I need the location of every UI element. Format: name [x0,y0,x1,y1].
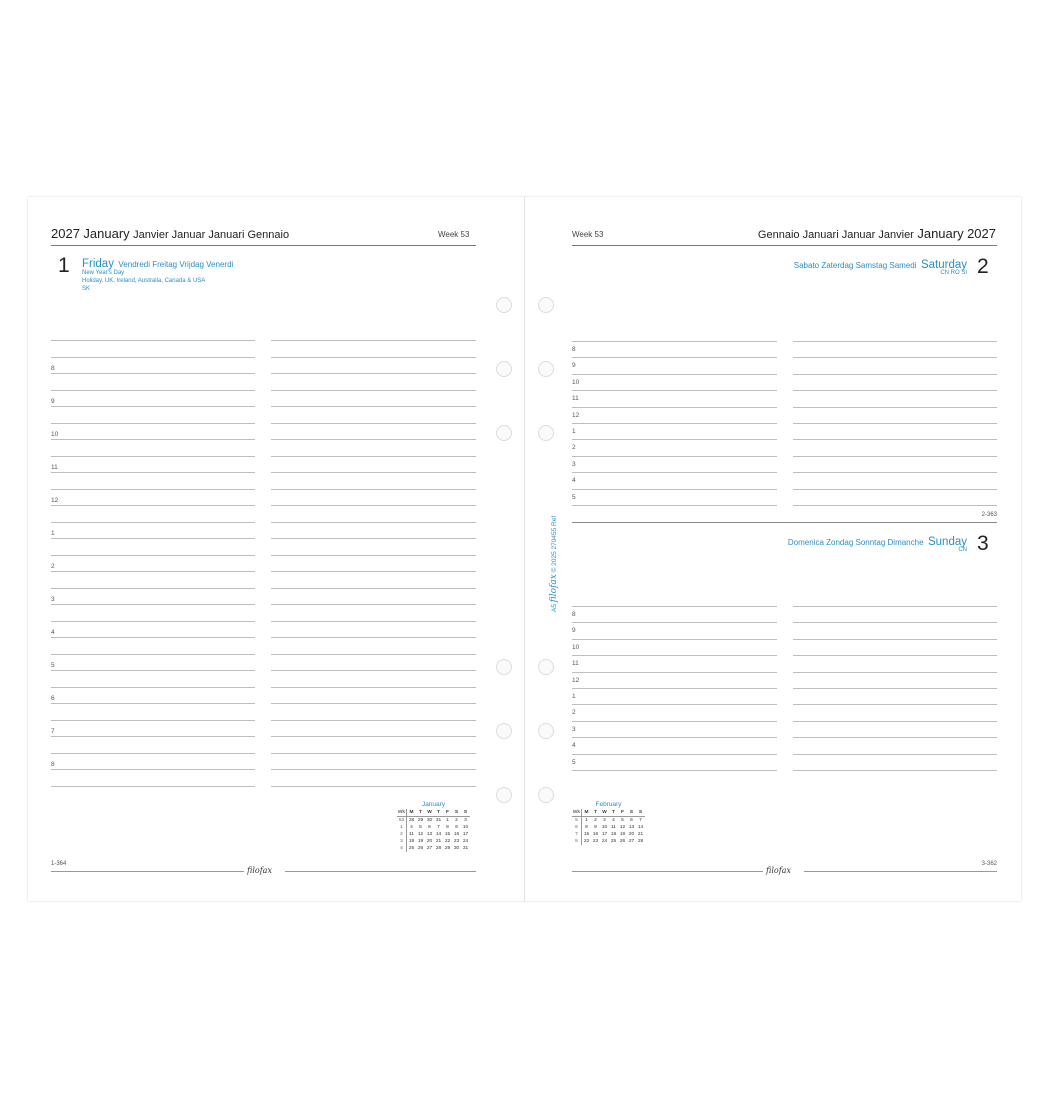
calendar-day: 6 [428,825,431,830]
hour-label: 6 [51,695,55,702]
weekday-header: S [452,809,461,817]
calendar-day: 16 [592,832,599,837]
calendar-day: 19 [619,832,626,837]
hour-label: 10 [572,379,580,386]
ruled-line [572,639,777,640]
ruled-line [793,423,997,424]
ruled-line [271,406,476,407]
left-day-number: 1 [58,254,70,277]
calendar-day: 17 [601,832,608,837]
left-holiday-info [82,269,205,293]
right-header-langs: Gennaio Januari Januar Janvier [757,229,914,241]
calendar-day: 25 [610,839,617,844]
ruled-line [51,588,255,589]
calendar-day: 22 [583,839,590,844]
mini-calendar-week-row [397,831,470,838]
hour-label: 2 [572,709,576,716]
calendar-day: 1 [585,818,588,823]
calendar-day: 8 [446,825,449,830]
ruled-line [271,637,476,638]
week-number: 8 [572,838,582,845]
hour-label: 4 [572,742,576,749]
ruled-line [572,655,777,656]
ruled-line [51,357,255,358]
ruled-line [793,770,997,771]
calendar-day: 28 [637,839,644,844]
calendar-day: 22 [444,839,451,844]
ruled-line [271,621,476,622]
calendar-day: 14 [637,825,644,830]
ruled-line [51,769,255,770]
ruled-line [572,374,777,375]
ruled-line [572,407,777,408]
ruled-line [793,606,997,607]
calendar-day: 18 [610,832,617,837]
calendar-day: 25 [408,846,415,851]
saturday-page-ref: 2-363 [981,512,997,518]
ruled-line [793,390,997,391]
ruled-line [793,704,997,705]
ruled-line [572,737,777,738]
ruled-line [271,538,476,539]
spine-brand: filofax [549,574,559,603]
calendar-day: 5 [621,818,624,823]
calendar-day: 26 [619,839,626,844]
mini-calendar-title: February [595,801,622,808]
ruled-line [51,637,255,638]
left-day-name: Friday [82,258,114,270]
binder-hole [538,787,554,803]
weekday-header: T [416,809,425,817]
ruled-line [793,622,997,623]
calendar-day: 27 [426,846,433,851]
calendar-day: 28 [408,818,415,823]
weekday-header: S [636,809,645,817]
calendar-day: 24 [462,839,469,844]
ruled-line [572,606,777,607]
ruled-line [271,703,476,704]
ruled-line [51,654,255,655]
center-fold [524,197,525,901]
calendar-day: 28 [435,846,442,851]
ruled-line [51,720,255,721]
hour-label: 5 [572,494,576,501]
ruled-line [572,423,777,424]
left-header-month: January [83,226,130,241]
hour-label: 11 [572,660,579,667]
ruled-line [51,670,255,671]
right-week-label: Week 53 [572,230,604,239]
ruled-line [51,522,255,523]
ruled-line [51,604,255,605]
ruled-line [51,472,255,473]
calendar-day: 30 [426,818,433,823]
sunday-codes: CN [958,547,967,553]
calendar-day: 7 [437,825,440,830]
ruled-line [271,357,476,358]
mini-calendar-week-row [397,824,470,831]
calendar-day: 12 [619,825,626,830]
hour-label: 4 [51,629,55,636]
ruled-line [271,555,476,556]
ruled-line [793,407,997,408]
weekday-header: W [600,809,609,817]
left-header-rule [51,245,476,246]
right-header-year: 2027 [967,226,996,241]
left-footer-rule-a [51,871,244,872]
week-number: 3 [397,838,407,845]
calendar-day: 18 [408,839,415,844]
ruled-line [51,555,255,556]
ruled-line [793,456,997,457]
left-footer-rule-b [285,871,476,872]
left-brand-logo: filofax [247,866,272,875]
calendar-day: 30 [453,846,460,851]
saturday-name: Saturday [920,259,967,271]
hour-label: 11 [572,395,579,402]
hour-label: 8 [51,365,55,372]
ruled-line [572,439,777,440]
right-header-title [758,226,996,241]
calendar-day: 11 [409,832,414,837]
mini-calendar-week-row [397,817,470,825]
ruled-line [51,621,255,622]
ruled-line [51,786,255,787]
hour-label: 5 [51,662,55,669]
ruled-line [793,721,997,722]
ruled-line [271,604,476,605]
calendar-day: 24 [601,839,608,844]
calendar-day: 23 [592,839,599,844]
hour-label: 10 [572,644,580,651]
calendar-day: 29 [417,818,424,823]
hour-label: 8 [572,611,576,618]
weekday-header: F [618,809,627,817]
binder-hole [538,659,554,675]
left-page-ref: 1-364 [51,861,67,867]
mini-calendar-week-row [572,824,645,831]
ruled-line [271,390,476,391]
calendar-day: 3 [603,818,606,823]
ruled-line [793,341,997,342]
binder-hole [496,425,512,441]
week-number: 5 [572,817,582,825]
right-footer-rule-a [572,871,763,872]
binder-hole [496,659,512,675]
ruled-line [572,754,777,755]
ruled-line [793,489,997,490]
ruled-line [793,688,997,689]
calendar-day: 5 [419,825,422,830]
ruled-line [793,505,997,506]
ruled-line [572,704,777,705]
ruled-line [793,639,997,640]
ruled-line [51,373,255,374]
left-header-year: 2027 [51,226,80,241]
calendar-day: 26 [417,846,424,851]
hour-label: 2 [51,563,55,570]
ruled-line [572,341,777,342]
weekday-header: M [407,809,417,817]
mini-calendar-week-row [397,845,470,852]
hour-label: 9 [572,362,576,369]
mini-calendar-grid [397,809,470,852]
week-number: 7 [572,831,582,838]
ruled-line [271,670,476,671]
ruled-line [572,472,777,473]
mini-calendar-week-row [572,831,645,838]
ruled-line [271,423,476,424]
hour-label: 8 [572,346,576,353]
ruled-line [51,538,255,539]
mini-calendar-head [397,809,470,817]
week-column-header: Wk [397,810,406,815]
calendar-day: 20 [628,832,635,837]
saturday-langs: Sabato Zaterdag Samstag Samedi [793,261,917,270]
calendar-day: 31 [462,846,469,851]
day-separator-rule [572,522,997,523]
weekday-header: F [443,809,452,817]
binder-hole [538,297,554,313]
ruled-line [51,423,255,424]
calendar-day: 10 [601,825,608,830]
ruled-line [271,439,476,440]
sunday-langs: Domenica Zondag Sonntag Dimanche [787,538,924,547]
weekday-header: S [627,809,636,817]
calendar-day: 13 [426,832,433,837]
holiday-countries: Holiday, UK, Ireland, Australia, Canada & USA [82,278,206,284]
ruled-line [793,439,997,440]
right-brand-logo: filofax [766,866,791,875]
binder-hole [496,361,512,377]
ruled-line [51,753,255,754]
week-number: 1 [397,824,407,831]
calendar-day: 11 [611,825,616,830]
calendar-day: 31 [435,818,442,823]
ruled-line [271,654,476,655]
calendar-day: 4 [612,818,615,823]
hour-label: 3 [572,461,576,468]
calendar-day: 15 [583,832,590,837]
ruled-line [572,770,777,771]
mini-calendar-week-row [572,838,645,845]
ruled-line [572,721,777,722]
calendar-day: 1 [446,818,449,823]
calendar-day: 9 [594,825,597,830]
ruled-line [271,373,476,374]
ruled-line [572,456,777,457]
hour-label: 12 [51,497,59,504]
mini-calendar-week-row [397,838,470,845]
ruled-line [793,357,997,358]
ruled-line [572,390,777,391]
calendar-day: 8 [585,825,588,830]
ruled-line [793,754,997,755]
hour-label: 5 [572,759,576,766]
ruled-line [572,489,777,490]
ruled-line [271,687,476,688]
ruled-line [51,406,255,407]
binder-hole [496,787,512,803]
holiday-extra: SK [82,286,91,292]
ruled-line [572,672,777,673]
hour-label: 1 [572,693,576,700]
spine-size: A5 [551,604,558,612]
hour-label: 12 [572,412,580,419]
calendar-day: 6 [630,818,633,823]
calendar-day: 2 [455,818,458,823]
ruled-line [51,489,255,490]
calendar-day: 15 [444,832,451,837]
week-number: 53 [397,817,407,825]
mini-calendar-head [572,809,645,817]
week-column-header: Wk [572,810,581,815]
ruled-line [271,571,476,572]
ruled-line [271,769,476,770]
calendar-day: 19 [417,839,424,844]
ruled-line [271,588,476,589]
calendar-day: 2 [594,818,597,823]
ruled-line [51,571,255,572]
binder-hole [496,723,512,739]
hour-label: 9 [572,627,576,634]
week-number: 2 [397,831,407,838]
sunday-name: Sunday [927,536,967,548]
weekday-header: M [582,809,592,817]
sunday-heading [788,532,967,550]
ruled-line [271,505,476,506]
hour-label: 3 [51,596,55,603]
ruled-line [271,736,476,737]
ruled-line [51,439,255,440]
binder-hole [496,297,512,313]
ruled-line [793,374,997,375]
calendar-day: 16 [453,832,460,837]
calendar-day: 4 [410,825,413,830]
ruled-line [51,390,255,391]
ruled-line [271,753,476,754]
week-number: 6 [572,824,582,831]
ruled-line [271,340,476,341]
ruled-line [572,622,777,623]
hour-label: 7 [51,728,55,735]
hour-label: 3 [572,726,576,733]
calendar-day: 17 [462,832,469,837]
week-number: 4 [397,845,407,852]
calendar-day: 14 [435,832,442,837]
weekday-header: T [609,809,618,817]
saturday-codes: CN RO SI [940,270,967,276]
binder-hole [538,723,554,739]
calendar-day: 3 [464,818,467,823]
hour-label: 8 [51,761,55,768]
calendar-day: 7 [639,818,642,823]
ruled-line [271,786,476,787]
mini-calendar-title: January [421,801,446,808]
hour-label: 10 [51,431,59,438]
hour-label: 11 [51,464,58,471]
left-header-langs: Janvier Januar Januari Gennaio [133,229,290,241]
mini-calendar-february [572,801,645,845]
ruled-line [271,720,476,721]
ruled-line [271,522,476,523]
ruled-line [271,489,476,490]
calendar-day: 21 [637,832,644,837]
calendar-day: 10 [462,825,469,830]
ruled-line [793,472,997,473]
hour-label: 2 [572,444,576,451]
ruled-line [793,655,997,656]
ruled-line [271,456,476,457]
calendar-day: 21 [435,839,442,844]
right-page-ref: 3-362 [981,861,997,867]
weekday-header: W [425,809,434,817]
calendar-day: 29 [444,846,451,851]
ruled-line [51,340,255,341]
ruled-line [51,505,255,506]
binder-hole [538,425,554,441]
hour-label: 1 [572,428,576,435]
left-header-title [51,226,289,241]
ruled-line [572,688,777,689]
ruled-line [51,456,255,457]
ruled-line [793,737,997,738]
saturday-number: 2 [977,255,989,278]
spine-code: © 2025 270455 Ref [551,515,558,573]
weekday-header: T [591,809,600,817]
mini-calendar-january [397,801,470,852]
mini-calendar-grid [572,809,645,845]
ruled-line [51,736,255,737]
calendar-day: 13 [628,825,635,830]
ruled-line [572,505,777,506]
ruled-line [51,703,255,704]
calendar-day: 20 [426,839,433,844]
ruled-line [572,357,777,358]
sunday-number: 3 [977,532,989,555]
right-footer-rule-b [804,871,997,872]
ruled-line [793,672,997,673]
left-day-langs: Vendredi Freitag Vrijdag Venerdi [118,260,234,269]
calendar-day: 23 [453,839,460,844]
hour-label: 12 [572,677,580,684]
right-header-rule [572,245,997,246]
hour-label: 1 [51,530,55,537]
binder-hole [538,361,554,377]
ruled-line [51,687,255,688]
mini-calendar-week-row [572,817,645,825]
hour-label: 9 [51,398,55,405]
weekday-header: T [434,809,443,817]
right-header-month: January [917,226,964,241]
hour-label: 4 [572,477,576,484]
calendar-day: 9 [455,825,458,830]
calendar-day: 27 [628,839,635,844]
weekday-header: S [461,809,470,817]
left-week-label: Week 53 [438,230,470,239]
calendar-day: 12 [417,832,424,837]
ruled-line [271,472,476,473]
holiday-name: New Year's Day [82,270,125,276]
spine-text [549,516,559,612]
